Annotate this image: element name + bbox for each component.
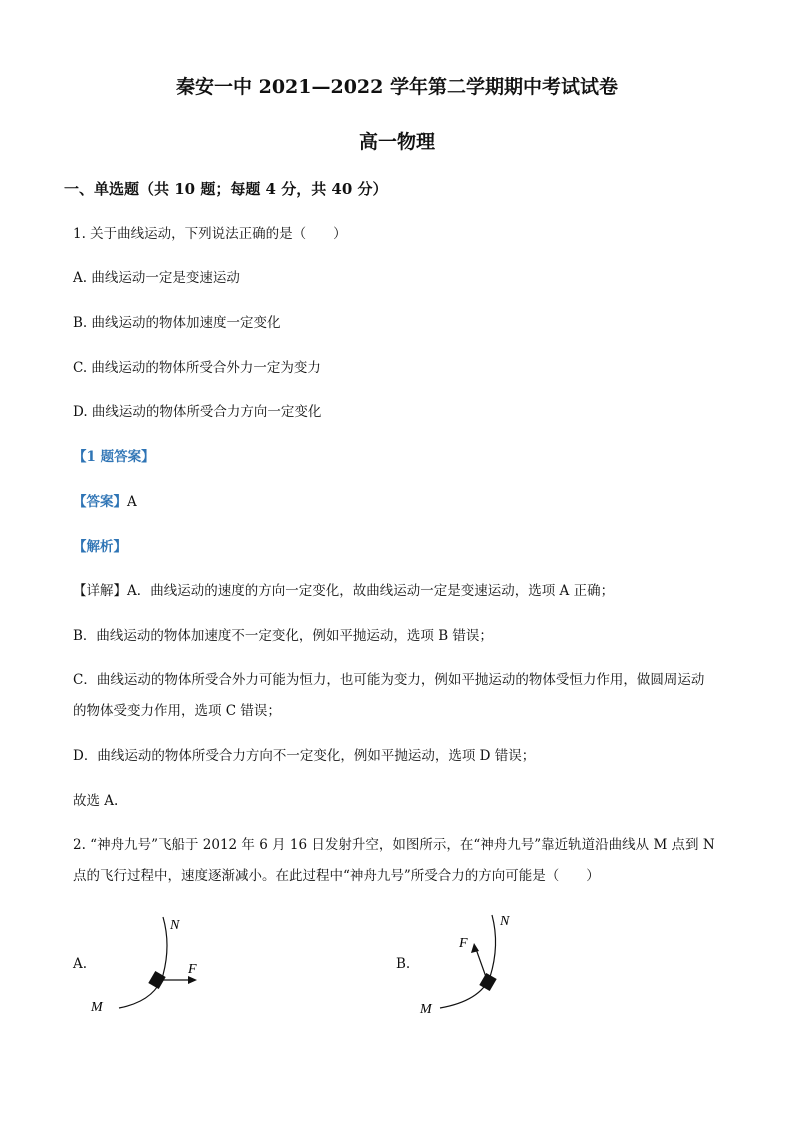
q1-detail-line-5: D．曲线运动的物体所受合力方向不一定变化，例如平抛运动，选项 D 错误； — [73, 748, 536, 764]
orbit-curve — [119, 917, 167, 1008]
figure-a-diagram — [85, 905, 225, 1020]
q1-answer-header: 【1 题答案】 — [73, 449, 155, 465]
force-arrowhead — [471, 943, 479, 953]
figure-b-diagram — [410, 903, 550, 1023]
label-f: F — [188, 962, 197, 977]
figure-a — [85, 905, 225, 1020]
q1-option-b: B. 曲线运动的物体加速度一定变化 — [73, 315, 281, 331]
section-heading: 一、单选题（共 10 题；每题 4 分，共 40 分） — [64, 180, 388, 198]
detail-tag: 【详解】 — [73, 583, 127, 599]
figure-a-option-label: A. — [73, 956, 88, 972]
label-m: M — [420, 1002, 432, 1017]
q1-detail-line-2: B．曲线运动的物体加速度不一定变化，例如平抛运动，选项 B 错误； — [73, 628, 493, 644]
q1-option-a: A. 曲线运动一定是变速运动 — [73, 270, 240, 286]
answer-tag: 【答案】 — [73, 494, 127, 510]
q1-detail-line-4: 的物体受变力作用，选项 C 错误； — [73, 703, 281, 719]
q2-stem-line-1: 2. “神舟九号”飞船于 2012 年 6 月 16 日发射升空，如图所示，在“神舟九号”靠近轨道沿曲线从 M 点到 N — [73, 837, 715, 853]
label-n: N — [170, 918, 180, 933]
q1-conclusion: 故选 A. — [73, 793, 119, 809]
q1-option-d: D. 曲线运动的物体所受合力方向一定变化 — [73, 404, 322, 420]
force-arrowhead — [188, 976, 197, 984]
label-n: N — [500, 914, 510, 929]
detail-text-a: A．曲线运动的速度的方向一定变化，故曲线运动一定是变速运动，选项 A 正确； — [127, 583, 615, 599]
orbit-curve — [440, 915, 496, 1008]
figure-b — [410, 903, 550, 1023]
label-f: F — [459, 936, 468, 951]
q2-stem-line-2: 点的飞行过程中，速度逐渐减小。在此过程中“神舟九号”所受合力的方向可能是（ ） — [73, 868, 600, 884]
q1-detail-line-1 — [73, 579, 614, 599]
q1-analysis-tag: 【解析】 — [73, 539, 127, 555]
doc-subtitle: 高一物理 — [358, 131, 435, 153]
q1-stem: 1. 关于曲线运动，下列说法正确的是（ ） — [73, 226, 347, 242]
q1-answer-line — [73, 490, 137, 510]
answer-value: A — [127, 494, 137, 510]
q1-detail-line-3: C．曲线运动的物体所受合外力可能为恒力，也可能为变力，例如平抛运动的物体受恒力作用，做圆周运动 — [73, 672, 705, 688]
force-arrow — [476, 949, 486, 977]
spacecraft-block — [479, 973, 496, 991]
doc-title: 秦安一中 2021—2022 学年第二学期期中考试试卷 — [176, 76, 618, 98]
label-m: M — [91, 1000, 103, 1015]
figure-b-option-label: B. — [396, 956, 411, 972]
q1-option-c: C. 曲线运动的物体所受合外力一定为变力 — [73, 360, 321, 376]
